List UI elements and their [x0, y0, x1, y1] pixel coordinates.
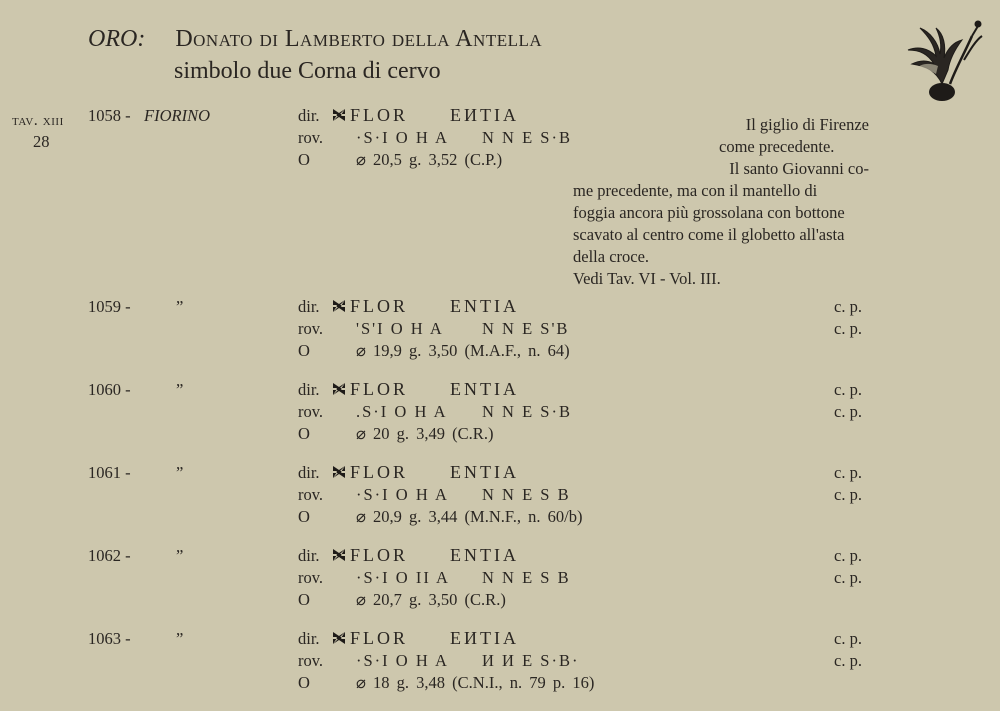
reverse-legend-right: N N E S·B [482, 402, 572, 421]
deer-antlers-emblem-icon [898, 16, 988, 106]
reverse-legend-left: ·S·I O H A [356, 651, 449, 670]
shape-label: O [298, 424, 310, 443]
reverse-cp: c. p. [834, 485, 862, 504]
obverse-label: dir. [298, 297, 320, 316]
cross-pattee-icon [332, 382, 346, 396]
obverse-legend-right: ENTIA [450, 545, 519, 565]
obverse-cp: c. p. [834, 463, 862, 482]
reverse-legend-left: ·S·I O H A [356, 485, 449, 504]
obverse-legend-left [332, 296, 408, 317]
reverse-cp: c. p. [834, 651, 862, 670]
obverse-legend-text: FLOR [350, 462, 409, 482]
shape-label: O [298, 590, 310, 609]
coin-type: ” [176, 629, 184, 648]
obverse-label: dir. [298, 463, 320, 482]
obverse-legend-left [332, 462, 408, 483]
page-subtitle: simbolo due Corna di cervo [174, 58, 441, 84]
note-line: me precedente, ma con il mantello di [573, 181, 818, 200]
note-line: Vedi Tav. VI - Vol. III. [573, 269, 721, 288]
metal-label: ORO: [88, 26, 146, 52]
coin-measurements: ⌀ 20 g. 3,49 (C.R.) [356, 424, 494, 443]
note-line: Il giglio di Firenze [745, 115, 869, 134]
description-note [573, 114, 869, 290]
reverse-legend-right: N N E S B [482, 568, 571, 587]
coin-measurements: ⌀ 20,9 g. 3,44 (M.N.F., n. 60/b) [356, 507, 583, 526]
entry-number: 1061 - [88, 463, 131, 482]
cross-pattee-icon [332, 548, 346, 562]
coin-type: ” [176, 297, 184, 316]
entry-number: 1058 - [88, 106, 131, 125]
tav-label: tav. xiii [12, 112, 64, 129]
reverse-label: rov. [298, 402, 324, 421]
obverse-legend-text: FLOR [350, 379, 409, 399]
cross-pattee-icon [332, 299, 346, 313]
obverse-label: dir. [298, 106, 320, 125]
page-title [88, 26, 542, 53]
coin-type: ” [176, 380, 184, 399]
reverse-legend-right: И И E S·B· [482, 651, 580, 670]
cross-pattee-icon [332, 465, 346, 479]
obverse-cp: c. p. [834, 297, 862, 316]
obverse-legend-right: EИTIA [450, 628, 519, 648]
coin-measurements: ⌀ 20,5 g. 3,52 (C.P.) [356, 150, 503, 169]
note-line: della croce. [573, 247, 650, 266]
obverse-legend-right: ENTIA [450, 379, 519, 399]
reverse-label: rov. [298, 651, 324, 670]
entry-number: 1063 - [88, 629, 131, 648]
entry-number: 1059 - [88, 297, 131, 316]
cross-pattee-icon [332, 631, 346, 645]
coin-type: FIORINO [144, 106, 210, 125]
coin-type: ” [176, 546, 184, 565]
reverse-cp: c. p. [834, 568, 862, 587]
reverse-legend-left: .S·I O H A [356, 402, 448, 421]
note-line: come precedente. [719, 137, 835, 156]
reverse-cp: c. p. [834, 319, 862, 338]
reverse-label: rov. [298, 568, 324, 587]
obverse-legend-left [332, 105, 408, 126]
obverse-label: dir. [298, 380, 320, 399]
obverse-legend-right: ENTIA [450, 462, 519, 482]
coin-measurements: ⌀ 19,9 g. 3,50 (M.A.F., n. 64) [356, 341, 570, 360]
obverse-cp: c. p. [834, 546, 862, 565]
reverse-legend-right: N N E S·B [482, 128, 572, 147]
reverse-legend-left: ·S·I O II A [356, 568, 450, 587]
obverse-label: dir. [298, 629, 320, 648]
reverse-label: rov. [298, 128, 324, 147]
obverse-legend-text: FLOR [350, 105, 409, 125]
coin-measurements: ⌀ 18 g. 3,48 (C.N.I., n. 79 p. 16) [356, 673, 595, 692]
obverse-legend-right: ENTIA [450, 296, 519, 316]
cross-pattee-icon [332, 108, 346, 122]
obverse-legend-right: EИTIA [450, 105, 519, 125]
obverse-label: dir. [298, 546, 320, 565]
moneyer-name: Donato di Lamberto della Antella [175, 26, 543, 52]
obverse-legend-left [332, 545, 408, 566]
shape-label: O [298, 507, 310, 526]
obverse-legend-text: FLOR [350, 296, 409, 316]
entry-number: 1060 - [88, 380, 131, 399]
obverse-legend-text: FLOR [350, 545, 409, 565]
reverse-legend-right: N N E S B [482, 485, 571, 504]
obverse-legend-left [332, 379, 408, 400]
shape-label: O [298, 673, 310, 692]
note-line: scavato al centro come il globetto all'asta [573, 225, 845, 244]
obverse-legend-left [332, 628, 408, 649]
coin-type: ” [176, 463, 184, 482]
obverse-cp: c. p. [834, 380, 862, 399]
shape-label: O [298, 150, 310, 169]
reverse-legend-left: 'S'I O H A [356, 319, 444, 338]
tav-number: 28 [33, 132, 50, 151]
note-line: foggia ancora più grossolana con bottone [573, 203, 845, 222]
reverse-legend-left: ·S·I O H A [356, 128, 449, 147]
note-line: Il santo Giovanni co- [729, 159, 869, 178]
reverse-label: rov. [298, 319, 324, 338]
obverse-cp: c. p. [834, 629, 862, 648]
reverse-legend-right: N N E S'B [482, 319, 570, 338]
coin-measurements: ⌀ 20,7 g. 3,50 (C.R.) [356, 590, 506, 609]
entry-number: 1062 - [88, 546, 131, 565]
reverse-cp: c. p. [834, 402, 862, 421]
reverse-label: rov. [298, 485, 324, 504]
shape-label: O [298, 341, 310, 360]
obverse-legend-text: FLOR [350, 628, 409, 648]
